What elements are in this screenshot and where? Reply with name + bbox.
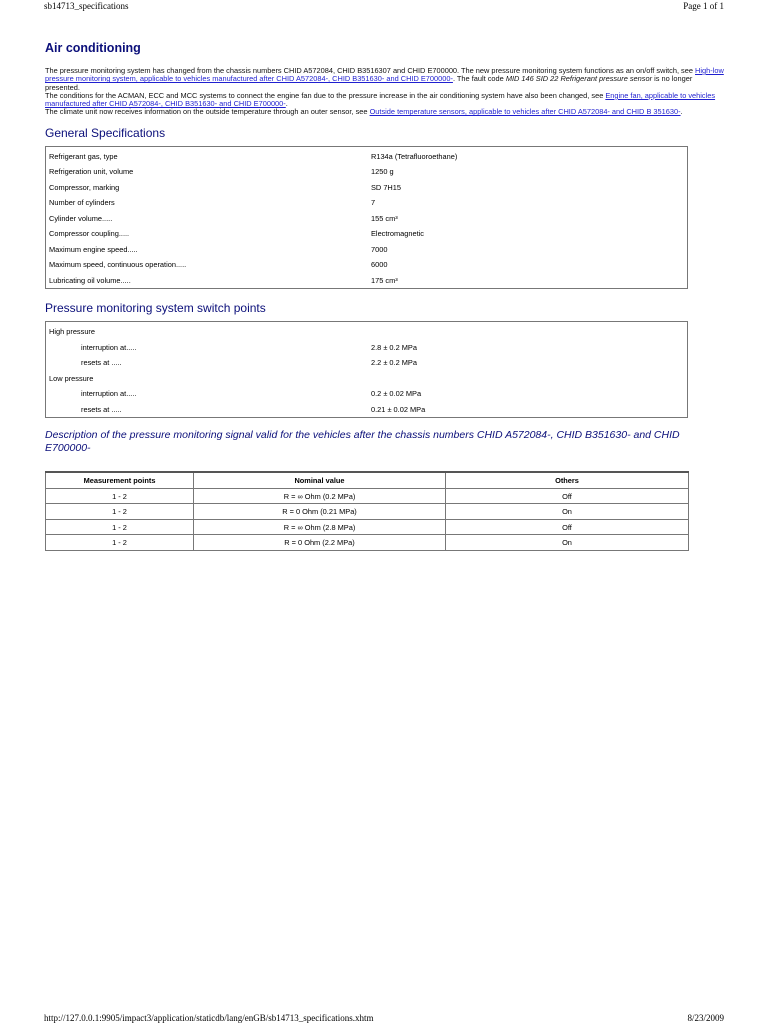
spec-label: resets at ..... — [81, 358, 122, 368]
spec-label: Cylinder volume..... — [49, 213, 113, 223]
link-engine-fan[interactable]: Engine fan, applicable to vehicles manufactured after CHID A572084-, CHID B351630- and CHID E700000- — [45, 90, 716, 109]
print-footer — [44, 1013, 724, 1025]
spec-label: interruption at..... — [81, 342, 137, 352]
spec-row — [46, 371, 687, 387]
spec-value: 1250 g — [371, 167, 394, 177]
spec-value: 175 cm³ — [371, 275, 398, 285]
table-cell: On — [446, 535, 689, 551]
intro-p1-text-3: is no longer presented. — [45, 74, 693, 92]
spec-label: Compressor coupling..... — [49, 229, 130, 239]
spec-value: 155 cm³ — [371, 213, 398, 223]
spec-label: Number of cylinders — [49, 198, 115, 208]
spec-row — [46, 180, 687, 196]
spec-row — [46, 273, 687, 289]
table-cell: Off — [446, 519, 689, 535]
table-cell: On — [446, 504, 689, 520]
table-cell: R = 0 Ohm (2.2 MPa) — [194, 535, 446, 551]
intro-p1-text-2: . The fault code — [452, 74, 506, 84]
spec-row — [46, 386, 687, 402]
intro-p3-text-2: . — [680, 107, 683, 117]
spec-row — [46, 242, 687, 258]
signal-table-header-row — [46, 472, 689, 488]
general-specifications-box — [45, 146, 688, 290]
spec-value: 7000 — [371, 244, 388, 254]
table-cell: 1 - 2 — [46, 504, 194, 520]
table-cell: Off — [446, 488, 689, 504]
spec-value: Electromagnetic — [371, 229, 424, 239]
page-title: Air conditioning — [45, 41, 141, 55]
spec-row — [46, 226, 687, 242]
fault-code-text: MID 146 SID 22 Refrigerant pressure sensor — [505, 74, 653, 84]
document-name: sb14713_specifications — [44, 1, 129, 11]
spec-row — [46, 211, 687, 227]
table-cell: R = ∞ Ohm (2.8 MPa) — [194, 519, 446, 535]
page-url: http://127.0.0.1:9905/impact3/application/staticdb/lang/enGB/sb14713_specifications.xhtm — [44, 1013, 374, 1023]
document-content — [45, 40, 725, 551]
link-outside-temperature-sensors[interactable]: Outside temperature sensors, applicable to vehicles after CHID A572084- and CHID B 351630- — [369, 107, 681, 117]
spec-label: Low pressure — [49, 373, 94, 383]
spec-label: interruption at..... — [81, 389, 137, 399]
table-row — [46, 488, 689, 504]
intro-p2-text: The conditions for the ACMAN, ECC and MCC systems to connect the engine fan due to the pressure increase in the air conditioning system have also been changed, see — [45, 90, 606, 100]
spec-row — [46, 257, 687, 273]
spec-value: R134a (Tetrafluoroethane) — [371, 151, 458, 161]
spec-value: 2.8 ± 0.2 MPa — [371, 342, 417, 352]
spec-value: 0.2 ± 0.02 MPa — [371, 389, 422, 399]
spec-label: Compressor, marking — [49, 182, 120, 192]
spec-row — [46, 324, 687, 340]
intro-p1-text: The pressure monitoring system has changed from the chassis numbers CHID A572084, CHID B3516307 and CHID E700000. The new pressure monitoring system functions as an on/off switch, see — [45, 66, 696, 75]
spec-value: 6000 — [371, 260, 388, 270]
spec-label: resets at ..... — [81, 404, 122, 414]
spec-label: High pressure — [49, 327, 96, 337]
spec-row — [46, 164, 687, 180]
print-date: 8/23/2009 — [687, 1013, 724, 1023]
table-cell: 1 - 2 — [46, 488, 194, 504]
spec-row — [46, 149, 687, 165]
spec-label: Lubricating oil volume..... — [49, 275, 131, 285]
spec-row — [46, 195, 687, 211]
intro-p2-text-2: . — [285, 99, 288, 109]
signal-table — [45, 471, 689, 551]
spec-label: Maximum engine speed..... — [49, 244, 138, 254]
spec-value: 2.2 ± 0.2 MPa — [371, 358, 417, 368]
table-row — [46, 535, 689, 551]
spec-value: 7 — [371, 198, 376, 208]
spec-label: Refrigerant gas, type — [49, 151, 118, 161]
spec-value: 0.21 ± 0.02 MPa — [371, 404, 426, 414]
signal-description-heading: Description of the pressure monitoring signal valid for the vehicles after the chassis numbers CHID A572084-, CHID B351630- and CHID E700000- — [45, 429, 680, 455]
pressure-switch-points-heading: Pressure monitoring system switch points — [45, 301, 266, 316]
table-row — [46, 519, 689, 535]
column-header-nominal-value: Nominal value — [194, 472, 446, 488]
column-header-measurement-points: Measurement points — [46, 472, 194, 488]
general-specifications-heading: General Specifications — [45, 125, 166, 140]
table-cell: 1 - 2 — [46, 535, 194, 551]
spec-row — [46, 340, 687, 356]
pressure-switch-points-box — [45, 321, 688, 418]
page-number: Page 1 of 1 — [683, 1, 724, 11]
spec-row — [46, 355, 687, 371]
print-header — [44, 0, 724, 14]
table-cell: R = ∞ Ohm (0.2 MPa) — [194, 488, 446, 504]
table-cell: R = 0 Ohm (0.21 MPa) — [194, 504, 446, 520]
column-header-others: Others — [446, 472, 689, 488]
spec-label: Maximum speed, continuous operation..... — [49, 260, 187, 270]
spec-label: Refrigeration unit, volume — [49, 167, 134, 177]
spec-value: SD 7H15 — [371, 182, 401, 192]
table-cell: 1 - 2 — [46, 519, 194, 535]
spec-row — [46, 402, 687, 418]
intro-p3-text: The climate unit now receives information on the outside temperature through an outer sensor, see — [45, 107, 370, 117]
intro-text — [45, 67, 725, 117]
link-high-low-pressure-monitoring[interactable]: High-low pressure monitoring system, applicable to vehicles manufactured after CHID A572084-, CHID B351630- and CHID E700000- — [45, 66, 724, 84]
table-row — [46, 504, 689, 520]
